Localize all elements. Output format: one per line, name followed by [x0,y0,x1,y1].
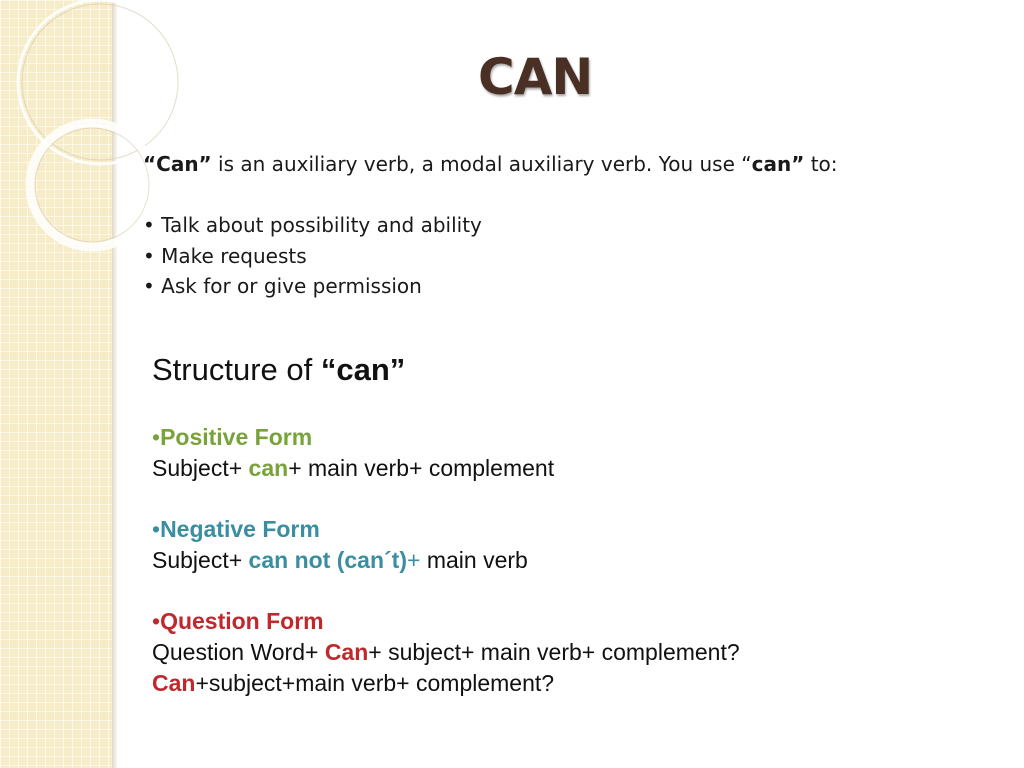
question-form-label: Question Form [160,608,324,634]
positive-pre: Subject+ [152,455,249,481]
negative-pre: Subject+ [152,547,249,573]
question-post-1: + subject+ main verb+ complement? [368,639,740,665]
question-form-heading [152,608,324,635]
positive-form-formula [152,455,554,482]
negative-form-label: Negative Form [160,516,320,542]
intro-can-quote-2: can” [751,152,805,176]
intro-paragraph [143,152,838,176]
positive-bullet: • [152,424,161,450]
intro-text-end: to: [804,152,838,176]
positive-form-heading [152,424,312,451]
positive-keyword: can [248,455,289,481]
intro-text: is an auxiliary verb, a modal auxiliary verb. You use “ [211,152,752,176]
negative-form-heading [152,516,320,543]
negative-form-formula [152,547,528,574]
question-bullet: • [152,608,161,634]
structure-heading-text: Structure of [152,352,321,387]
question-pre: Question Word+ [152,639,325,665]
positive-post: + main verb+ complement [288,455,555,481]
intro-can-quote: “Can” [143,152,212,176]
question-form-formula-2 [152,670,554,697]
structure-heading [152,352,405,388]
question-keyword-2: Can [152,670,196,696]
question-keyword-1: Can [324,639,369,665]
negative-post: main verb [420,547,528,573]
use-item-requests: • Make requests [143,244,307,268]
slide-title: CAN [478,48,593,106]
structure-heading-keyword: “can” [320,352,406,387]
negative-keyword: can not (can´t) [248,547,407,573]
positive-form-label: Positive Form [160,424,313,450]
negative-plus: + [407,547,421,573]
question-post-2: +subject+main verb+ complement? [195,670,555,696]
decorative-rings [0,0,150,300]
use-item-permission: • Ask for or give permission [143,274,422,298]
negative-bullet: • [152,516,161,542]
use-item-possibility: • Talk about possibility and ability [143,213,482,237]
question-form-formula-1 [152,639,740,666]
